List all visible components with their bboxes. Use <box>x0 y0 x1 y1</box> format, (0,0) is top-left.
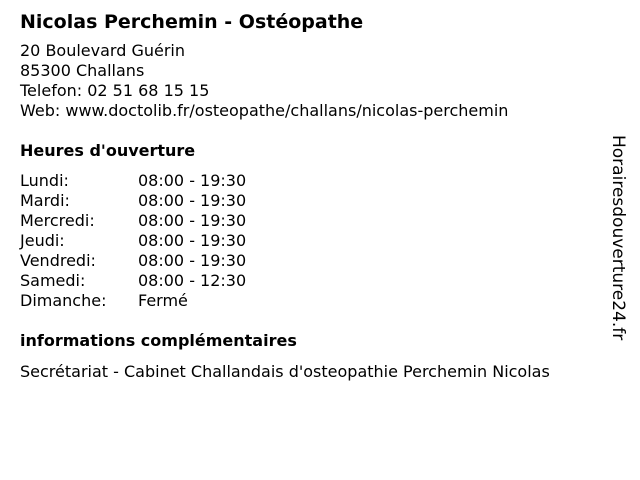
time-range: 08:00 - 12:30 <box>138 271 247 290</box>
day-label: Dimanche: <box>20 291 107 310</box>
business-title: Nicolas Perchemin - Ostéopathe <box>20 11 364 33</box>
address-street: 20 Boulevard Guérin <box>20 41 185 60</box>
hours-row-friday <box>20 251 610 271</box>
address-city: 85300 Challans <box>20 61 145 80</box>
hours-row-sunday <box>20 291 610 311</box>
day-label: Lundi: <box>20 171 69 190</box>
hours-row-monday <box>20 171 610 191</box>
day-label: Mercredi: <box>20 211 95 230</box>
hours-row-wednesday <box>20 211 610 231</box>
time-range: 08:00 - 19:30 <box>138 171 247 190</box>
time-range: 08:00 - 19:30 <box>138 191 247 210</box>
opening-hours-list <box>20 171 610 311</box>
day-label: Mardi: <box>20 191 70 210</box>
phone-number: Telefon: 02 51 68 15 15 <box>20 81 210 100</box>
additional-info-heading: informations complémentaires <box>20 331 297 350</box>
day-label: Samedi: <box>20 271 86 290</box>
day-label: Vendredi: <box>20 251 96 270</box>
website-link: Web: www.doctolib.fr/osteopathe/challans/nicolas-perchemin <box>20 101 509 120</box>
hours-row-thursday <box>20 231 610 251</box>
time-range: 08:00 - 19:30 <box>138 251 247 270</box>
time-range: 08:00 - 19:30 <box>138 211 247 230</box>
additional-info-text: Secrétariat - Cabinet Challandais d'osteopathie Perchemin Nicolas <box>20 362 550 381</box>
business-card <box>20 10 610 382</box>
time-range: 08:00 - 19:30 <box>138 231 247 250</box>
day-label: Jeudi: <box>20 231 65 250</box>
time-range: Fermé <box>138 291 188 310</box>
hours-row-saturday <box>20 271 610 291</box>
opening-hours-heading: Heures d'ouverture <box>20 141 196 160</box>
hours-row-tuesday <box>20 191 610 211</box>
site-watermark: Horairesdouverture24.fr <box>608 135 628 341</box>
